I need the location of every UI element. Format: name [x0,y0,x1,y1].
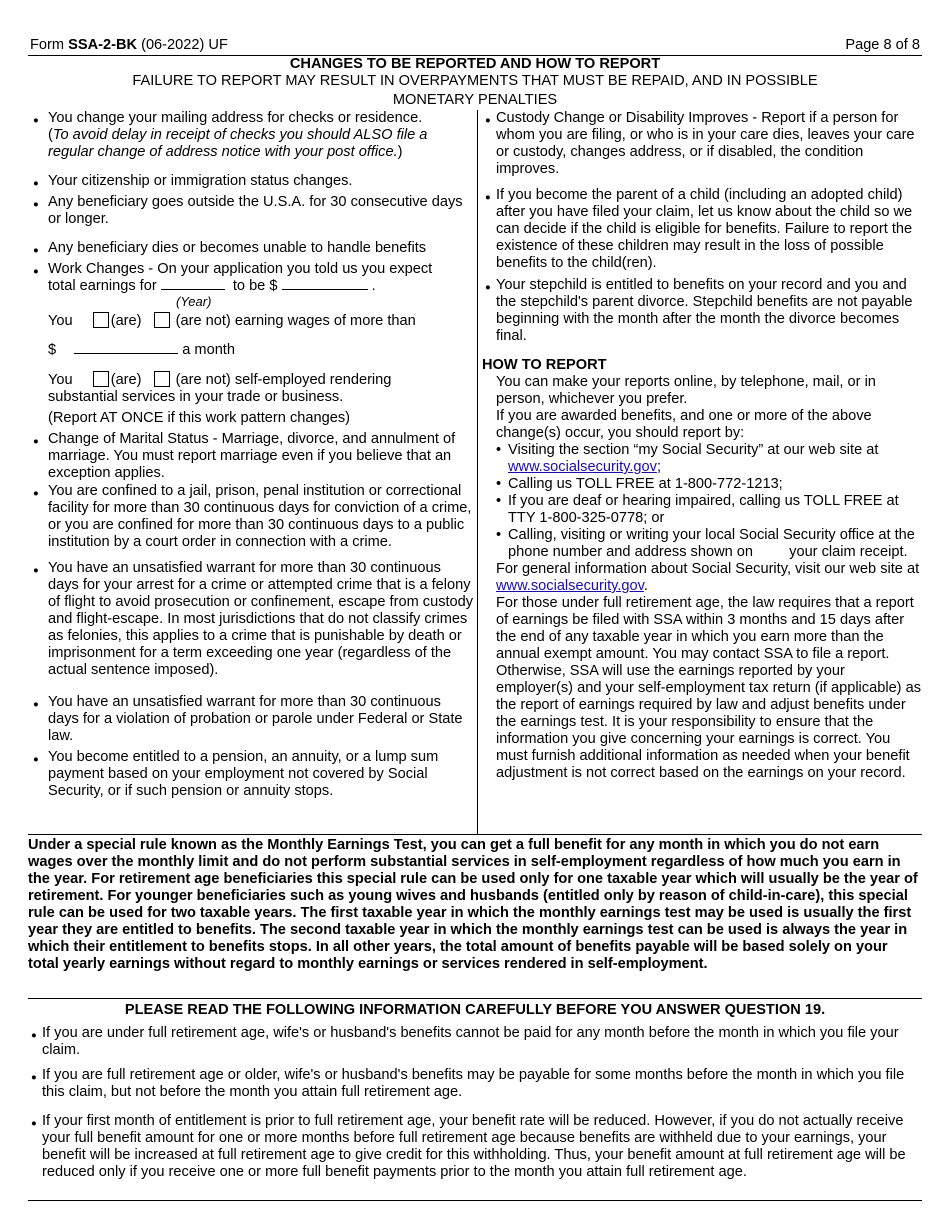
total-earnings-line [48,278,475,295]
how-to-report-body [482,374,922,782]
list-item: ● Change of Marital Status - Marriage, divorce, and annulment of marriage. You must report marriage even if you believe that an exception applies. [30,431,475,482]
paragraph: If you are awarded benefits, and one or more of the above change(s) occur, you should report by: [496,408,872,441]
self-are-not-checkbox[interactable] [154,371,170,387]
item-text: Calling, visiting or writing your local Social Security office at the phone number and address shown on [508,527,915,560]
item-text: For general information about Social Security, visit our web site at [496,561,920,577]
punct: . [643,578,648,594]
monthly-amount-line [30,342,475,359]
section-rule-2 [28,998,922,999]
report-method: • If you are deaf or hearing impaired, calling us TOLL FREE at TTY 1-800-325-0778; or [496,493,922,527]
label: (are not) self-employed rendering [175,372,392,388]
year-field[interactable] [161,289,225,290]
socialsecurity-link-2[interactable]: www.socialsecurity.gov [496,578,644,594]
list-item: ● You have an unsatisfied warrant for more than 30 continuous days for a violation of probation or parole under Federal or State law. [30,694,475,745]
list-item: ● Any beneficiary goes outside the U.S.A. for 30 consecutive days or longer. [30,194,475,228]
list-item: ● Your citizenship or immigration status changes. [30,173,475,190]
list-item: ● If your first month of entitlement is prior to full retirement age, your benefit rate will be reduced. However, if you do not actually receive your full benefit amount for one or more months before full retirement age because benefits are withheld due to your earnings, your benefit will be increased at full retirement age to give credit for this withholding. Thus, your benefit amount at full retirement age will be reduced only if you receive one or more full benefit payments prior to the month you attain full retirement age. [28,1113,922,1181]
are-not-checkbox[interactable] [154,312,170,328]
list-item [30,110,475,161]
label: You [48,372,73,388]
label: (are) [110,372,142,388]
how-to-report-heading: HOW TO REPORT [482,357,607,373]
item-note: To avoid delay in receipt of checks you should ALSO file a regular change of address notice with your post office. [48,127,428,160]
earnings-report-paragraph: For those under full retirement age, the law requires that a report of earnings be filed with SSA within 3 months and 15 days after the end of any taxable year in which you earn more than the annual exempt amount. You may contact SSA to file a report. Otherwise, SSA will use the earnings reported by your employer(s) and your self-employment tax return (if applicable) as the report of earnings required by law and adjust benefits under the earnings test. It is your responsibility to ensure that the information you give concerning your earnings is correct. You must furnish additional information as needed when your benefit adjustment is not correct based on the earnings on your record. [496,595,922,781]
section-title: CHANGES TO BE REPORTED AND HOW TO REPORT [289,56,661,72]
label: (are) [110,313,142,329]
punct: ; [656,459,662,475]
are-checkbox[interactable] [93,312,109,328]
form-id: SSA-2-BK [68,37,138,53]
period: . [371,278,376,294]
general-info [496,561,922,595]
year-caption: (Year) [176,294,212,309]
monthly-amount-field[interactable] [74,353,178,354]
self-employed-line [30,371,475,389]
form-number [30,37,228,54]
item-text: ● Work Changes - On your application you told us you expect [48,261,433,277]
report-once-note: (Report AT ONCE if this work pattern changes) [48,410,350,426]
paren: ) [397,144,403,160]
form-prefix: Form [30,37,69,53]
warning-line: FAILURE TO REPORT MAY RESULT IN OVERPAYMENTS THAT MUST BE REPAID, AND IN POSSIBLE [132,73,818,89]
report-method [496,527,922,561]
report-method: • Calling us TOLL FREE at 1-800-772-1213; [496,476,922,493]
footer-rule [28,1200,922,1201]
work-changes-item [30,261,475,308]
question-19-info [28,1025,922,1181]
left-column [30,110,475,800]
list-item: ● You have an unsatisfied warrant for more than 30 continuous days for your arrest for a crime or attempted crime that is a felony of flight to avoid prosecution or confinement, escape from custody and flight-escape. In most jurisdictions that do not classify crimes as felonies, this applies to a crime that is punishable by death or imprisonment for a term exceeding one year (regardless of the actual sentence imposed). [30,560,475,679]
list-item: ● Custody Change or Disability Improves - Report if a person for whom you are filing, or who is in your care dies, leaves your care or custody, changes address, or if disabled, the condition improves. [482,110,922,178]
list-item: ● You become entitled to a pension, an annuity, or a lump sum payment based on your employment not covered by Social Security, or if such pension or annuity stops. [30,749,475,800]
label: (are not) earning wages of more than [175,313,416,329]
label: to be $ [232,278,278,294]
please-read-heading: PLEASE READ THE FOLLOWING INFORMATION CAREFULLY BEFORE YOU ANSWER QUESTION 19. [124,1002,826,1018]
column-divider [477,110,478,834]
report-method [496,442,922,476]
item-text: You change your mailing address for checks or residence. [48,110,423,126]
paragraph: You can make your reports online, by telephone, mail, or in person, whichever you prefer. [496,374,876,407]
right-column [482,110,922,782]
label: total earnings for [48,278,157,294]
list-item: ● Your stepchild is entitled to benefits on your record and you and the stepchild's parent divorce. Stepchild benefits are not payable beginning with the month after the month the divorce becomes final. [482,277,922,345]
item-text: Visiting the section “my Social Security” at our web site at [508,442,879,458]
monthly-earnings-test-paragraph: Under a special rule known as the Monthly Earnings Test, you can get a full benefit for any month in which you do not earn wages over the monthly limit and do not perform substantial services in self-employment regardless of how much you earn in the year. For retirement age beneficiaries this special rule can be used only for one taxable year which will usually be the year of retirement. For younger beneficiaries such as young wives and husbands (entitled only by reason of child-in-care), this special rule can be used for two taxable years. The first taxable year in which the monthly earnings test may be used is usually the first year they are entitled to benefits. The second taxable year in which the monthly earnings test can be used is always the year in which their entitlement to benefits stops. In all other years, the total amount of benefits payable will be based solely on your total yearly earnings without regard to monthly earnings or services rendered in self-employment. [28,837,918,972]
form-version: (06-2022) UF [137,37,228,53]
label: a month [182,342,235,358]
list-item: ● You are confined to a jail, prison, penal institution or correctional facility for more than 30 continuous days for conviction of a crime, or you are confined for more than 30 continuous days to a public institution by a court order in connection with a crime. [30,483,475,551]
section-rule [28,834,922,835]
list-item: ● Any beneficiary dies or becomes unable to handle benefits [30,240,475,257]
label: $ [48,342,57,358]
item-text: your claim receipt. [789,544,908,560]
self-employed-line-2: substantial services in your trade or business. [48,389,344,405]
self-are-checkbox[interactable] [93,371,109,387]
earnings-amount-field[interactable] [282,289,368,290]
list-item: ● If you are full retirement age or older, wife's or husband's benefits may be payable for some months before the month in which you file this claim, but not before the month you attain full retirement age. [28,1067,922,1101]
list-item: ● If you become the parent of a child (including an adopted child) after you have filed your claim, let us know about the child so we can decide if the child is eligible for benefits. Failure to report the existence of these children may result in the loss of possible benefits to the child(ren). [482,187,922,272]
socialsecurity-link[interactable]: www.socialsecurity.gov [508,459,657,475]
wages-line [30,312,475,330]
list-item: ● If you are under full retirement age, wife's or husband's benefits cannot be paid for any month before the month in which you file your claim. [28,1025,922,1059]
paren: ( [48,127,53,143]
page-number: Page 8 of 8 [845,37,920,53]
label: You [48,313,73,329]
warning-line-2: MONETARY PENALTIES [392,92,558,108]
